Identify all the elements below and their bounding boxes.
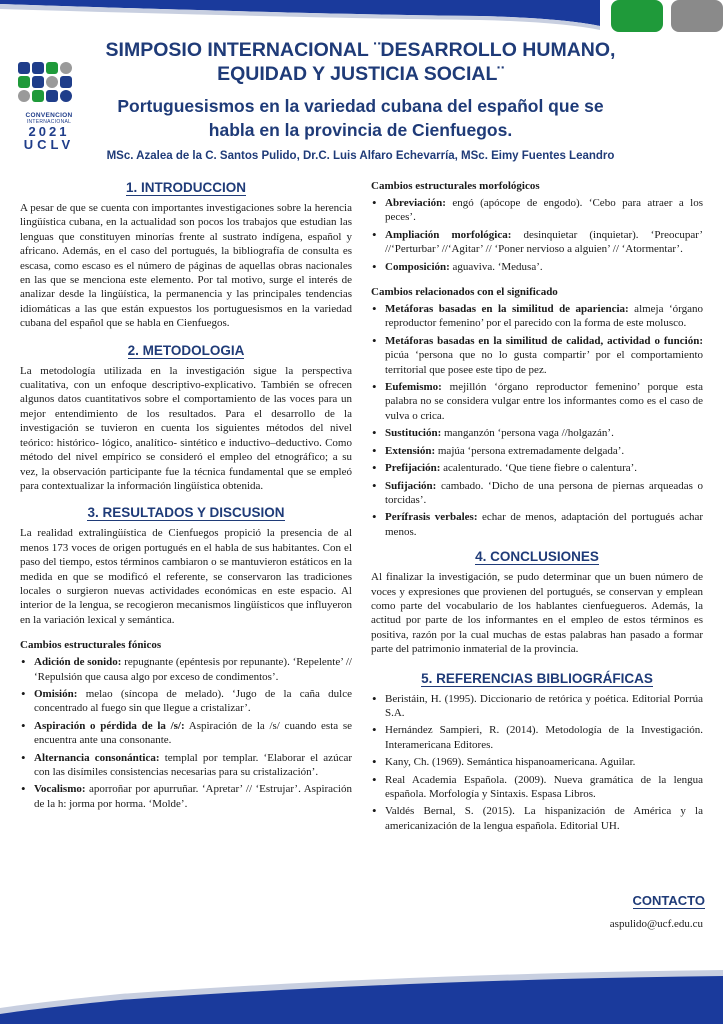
list-item: • Alternancia consonántica: templal por templar. ‘Elaborar el azúcar con las disímiles consistencias necesarias para su cristalización’. — [34, 751, 352, 780]
list-item: • Sustitución: manganzón ‘persona vaga //holgazán’. — [385, 426, 703, 440]
logo-year: 2021 — [28, 124, 70, 139]
results-heading: 3. RESULTADOS Y DISCUSION — [87, 505, 285, 521]
logo-mark — [18, 62, 74, 118]
conclusions-text: Al finalizar la investigación, se pudo determinar que un buen número de voces y expresiones que provienen del portugués, se conservan y emplean como parte del vocabulario de los hablantes cienfuegueros. Además, la actitud por parte de los informantes en el empleo de estos términos es positiva, razón por la cual muchas de estas palabras han pasado a formar parte del patrimonio inmaterial de la provincia. — [371, 571, 703, 656]
list-item: • Ampliación morfológica: desinquietar (inquietar). ‘Preocupar’ //‘Perturbar’ //‘Agitar’ // ‘Poner nervioso a alguien’ // ‘Atormentar’. — [385, 228, 703, 257]
list-item: • Adición de sonido: repugnante (epéntesis por repunante). ‘Repelente’ // ‘Repulsión que causa algo por exceso de condimentos’. — [34, 655, 352, 684]
poster-title — [98, 38, 623, 86]
poster-subtitle — [98, 94, 623, 142]
methodology-text: La metodología utilizada en la investigación sigue la perspectiva cualitativa, con un enfoque descriptivo-explicativo. También se ofrecen algunos datos cuantitativos sobre el comportamiento de las voces para un mejor entendimiento de los resultados. Para el desarrollo de la investigación se tuvieron en cuenta los siguientes métodos del nivel teórico: histórico- lógico, analítico- sintético e inductivo–deductivo. Como método del nivel empírico se consideró el empleo del etnográfico; a su vez, la observación participante fue la técnica fundamental que se empleó para contextualizar la información lingüística obtenida. — [20, 364, 352, 492]
left-column — [20, 180, 352, 814]
bottom-banner — [0, 968, 723, 1024]
subtitle-line1: Portuguesismos en la variedad cubana del español que se — [117, 96, 604, 116]
list-item: • Metáforas basadas en la similitud de calidad, actividad o función: picúa ‘persona que no lo gusta compartir’ por el comportamiento territorial que posee este tipo de pez. — [385, 334, 703, 377]
contact-email[interactable]: aspulido@ucf.edu.cu — [609, 918, 703, 930]
morphological-changes-heading: Cambios estructurales morfológicos — [371, 180, 540, 192]
list-item: • Perífrasis verbales: echar de menos, adaptación del portugués achar menos. — [385, 510, 703, 539]
authors: MSc. Azalea de la C. Santos Pulido, Dr.C. Luis Alfaro Echevarría, MSc. Eimy Fuentes Leandro — [106, 150, 615, 162]
list-item: • Eufemismo: mejillón ‘órgano reproductor femenino’ porque esta palabra no se considera vulgar entre los informantes como es el caso de vulva o crica. — [385, 380, 703, 423]
reference-item: • Hernández Sampieri, R. (2014). Metodología de la Investigación. Interamericana Editores. — [385, 723, 703, 752]
right-column — [371, 180, 703, 836]
conclusions-heading: 4. CONCLUSIONES — [475, 549, 599, 565]
morphological-changes-list — [371, 196, 703, 274]
list-item: • Prefijación: acalenturado. ‘Que tiene fiebre o calentura’. — [385, 461, 703, 475]
references-list — [371, 692, 703, 834]
reference-item: • Valdés Bernal, S. (2015). La hispanización de América y la americanización de la lengua española. Editorial UH. — [385, 804, 703, 833]
results-text: La realidad extralingüística de Cienfuegos propició la presencia de al menos 173 voces de origen portugués en el habla de sus habitantes. Con el paso del tiempo, estos términos cambiaron o se mantuvieron estáticos en la medida en que se modificó el referente, se conservaron las tradiciones locales o surgieron nuevas actividades económicas en este espacio. Al interior de la lengua, se recogieron mecanismos lingüísticos que influyeron en la variación lexical y semántica. — [20, 527, 352, 626]
logo-line2: INTERNACIONAL — [26, 119, 72, 125]
subtitle-line2: habla en la provincia de Cienfuegos. — [208, 120, 513, 140]
title-line2: EQUIDAD Y JUSTICIA SOCIAL¨ — [217, 63, 504, 85]
phonic-changes-list — [20, 655, 352, 811]
list-item: • Composición: aguaviva. ‘Medusa’. — [385, 260, 703, 274]
reference-item: • Kany, Ch. (1969). Semántica hispanoamericana. Aguilar. — [385, 755, 703, 769]
logo-line1: CONVENCION — [25, 112, 73, 119]
phonic-changes-heading: Cambios estructurales fónicos — [20, 639, 162, 652]
list-item: • Metáforas basadas en la similitud de apariencia: almeja ‘órgano reproductor femenino’ por el parecido con la forma de este molusco. — [385, 302, 703, 331]
meaning-changes-list — [371, 302, 703, 539]
list-item: • Aspiración o pérdida de la /s/: Aspiración de la /s/ cuando esta se encuentra ante una consonante. — [34, 719, 352, 748]
intro-text: A pesar de que se cuenta con importantes investigaciones sobre la herencia lingüística cubana, en la actualidad son pocos los trabajos que estudian las lenguas que constituyen minorías frente al sustrato indígena, español y africano. Además, en el caso del portugués, la bibliografía de consulta es escasa, como escaso es el número de páginas de aquellas obras nacionales en las que se menciona este elemento. Por tal motivo, surge el interés de analizar desde la lingüística, la permanencia y las principales tendencias idiomáticas a las que están expuestos los portuguesismos en la variedad cubana del español que se habla en Cienfuegos. — [20, 202, 352, 330]
title-line1: SIMPOSIO INTERNACIONAL ¨DESARROLLO HUMANO, — [105, 39, 616, 61]
top-banner — [0, 0, 723, 34]
reference-item: • Real Academia Española. (2009). Nueva gramática de la lengua española. Morfología y Sintaxis. Espasa Libros. — [385, 773, 703, 802]
contact-heading: CONTACTO — [632, 893, 705, 908]
references-heading: 5. REFERENCIAS BIBLIOGRÁFICAS — [421, 670, 653, 686]
list-item: • Sufijación: cambado. ‘Dicho de una persona de piernas arqueadas o torcidas’. — [385, 479, 703, 508]
list-item: • Vocalismo: aporroñar por apurruñar. ‘Apretar’ // ‘Estrujar’. Aspiración de la h: jorma por horma. ‘Molde’. — [34, 782, 352, 811]
reference-item: • Beristáin, H. (1995). Diccionario de retórica y poética. Editorial Porrúa S.A. — [385, 692, 703, 721]
meaning-changes-heading: Cambios relacionados con el significado — [371, 286, 558, 299]
list-item: • Abreviación: engó (apócope de engodo). ‘Cebo para atraer a los peces’. — [385, 196, 703, 225]
list-item: • Extensión: majúa ‘persona extremadamente delgada’. — [385, 444, 703, 458]
logo-university: UCLV — [23, 137, 75, 152]
methodology-heading: 2. METODOLOGIA — [127, 342, 245, 358]
logo-wordmark — [14, 112, 84, 151]
intro-heading: 1. INTRODUCCION — [125, 180, 246, 195]
list-item: • Omisión: melao (síncopa de melado). ‘Jugo de la caña dulce concentrado al fuego sin que llegue a cristalizar’. — [34, 687, 352, 716]
